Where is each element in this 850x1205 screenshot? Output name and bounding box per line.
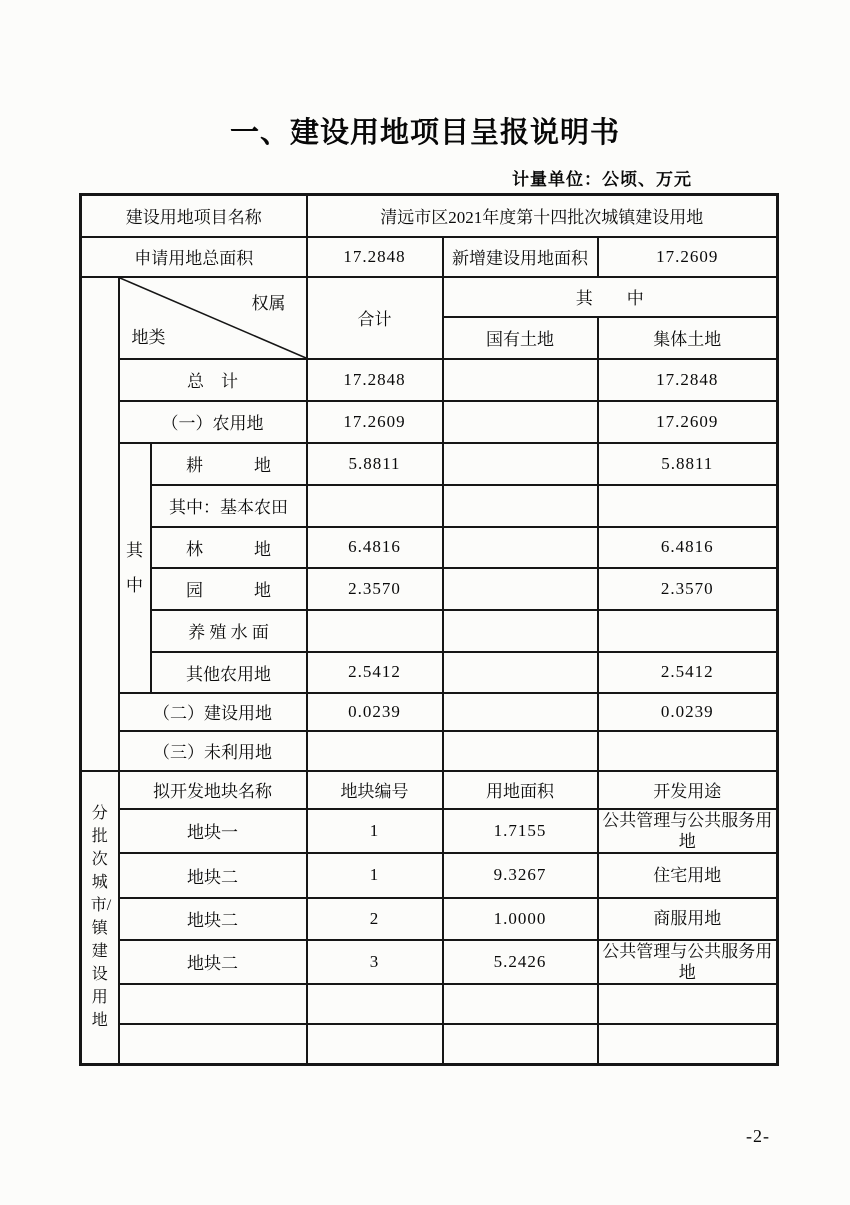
parcel-name: 地块二 xyxy=(119,853,307,898)
parcel-number: 1 xyxy=(307,809,443,853)
land-row-label: 总 计 xyxy=(119,359,307,401)
parcel-area: 1.7155 xyxy=(443,809,598,853)
parcel-area: 9.3267 xyxy=(443,853,598,898)
parcel-name: 地块二 xyxy=(119,898,307,940)
table-row xyxy=(81,984,778,1024)
parcel-use xyxy=(598,984,778,1024)
table-row xyxy=(81,731,778,771)
parcel-name: 地块二 xyxy=(119,940,307,984)
among-side-label: 其中 xyxy=(126,540,143,595)
land-row-collective: 17.2609 xyxy=(598,401,778,443)
parcel-area xyxy=(443,984,598,1024)
land-row-collective xyxy=(598,485,778,527)
land-row-state xyxy=(443,568,598,610)
parcel-use: 公共管理与公共服务用地 xyxy=(598,940,778,984)
project-name-value: 清远市区2021年度第十四批次城镇建设用地 xyxy=(307,195,778,237)
parcel-area: 1.0000 xyxy=(443,898,598,940)
table-row xyxy=(81,237,778,277)
parcel-name xyxy=(119,1024,307,1065)
land-row-state xyxy=(443,527,598,568)
col-header-among: 其 中 xyxy=(443,277,778,317)
parcel-use xyxy=(598,1024,778,1065)
land-row-collective: 2.5412 xyxy=(598,652,778,693)
land-report-table xyxy=(79,193,779,1066)
table-row xyxy=(81,940,778,984)
land-row-state xyxy=(443,401,598,443)
parcel-number: 3 xyxy=(307,940,443,984)
parcel-use: 住宅用地 xyxy=(598,853,778,898)
table-row xyxy=(81,401,778,443)
parcel-number: 2 xyxy=(307,898,443,940)
table-row xyxy=(81,898,778,940)
land-row-collective: 6.4816 xyxy=(598,527,778,568)
table-row xyxy=(81,853,778,898)
land-row-total xyxy=(307,731,443,771)
total-area-value: 17.2848 xyxy=(307,237,443,277)
parcel-header-use: 开发用途 xyxy=(598,771,778,809)
land-row-total: 6.4816 xyxy=(307,527,443,568)
batch-section-side-label: 分批次城市/镇建设用地 xyxy=(90,805,112,1030)
land-row-label: 养 殖 水 面 xyxy=(151,610,307,652)
land-row-collective xyxy=(598,610,778,652)
parcel-number: 1 xyxy=(307,853,443,898)
land-row-label: 园 地 xyxy=(151,568,307,610)
batch-section-side-cell xyxy=(81,771,119,1065)
land-row-collective: 2.3570 xyxy=(598,568,778,610)
land-row-total xyxy=(307,485,443,527)
table-row xyxy=(81,693,778,731)
corner-label-landtype: 地类 xyxy=(131,327,166,347)
land-row-total: 2.5412 xyxy=(307,652,443,693)
table-row xyxy=(81,359,778,401)
table-row xyxy=(81,443,778,485)
land-row-total: 0.0239 xyxy=(307,693,443,731)
land-row-collective: 17.2848 xyxy=(598,359,778,401)
col-header-collective-land: 集体土地 xyxy=(598,317,778,359)
land-row-state xyxy=(443,443,598,485)
table-row xyxy=(81,1024,778,1065)
land-row-total: 2.3570 xyxy=(307,568,443,610)
parcel-header-number: 地块编号 xyxy=(307,771,443,809)
table-row xyxy=(81,610,778,652)
land-row-total: 17.2609 xyxy=(307,401,443,443)
land-row-total: 17.2848 xyxy=(307,359,443,401)
parcel-name xyxy=(119,984,307,1024)
col-header-total: 合计 xyxy=(307,277,443,359)
land-row-label: （一）农用地 xyxy=(119,401,307,443)
land-row-state xyxy=(443,359,598,401)
page-title: 一、建设用地项目呈报说明书 xyxy=(229,117,620,149)
parcel-area: 5.2426 xyxy=(443,940,598,984)
land-row-state xyxy=(443,610,598,652)
land-row-label: 耕 地 xyxy=(151,443,307,485)
unit-note: 计量单位：公顷、万元 xyxy=(512,170,692,189)
parcel-header-name: 拟开发地块名称 xyxy=(119,771,307,809)
parcel-header-area: 用地面积 xyxy=(443,771,598,809)
land-row-label: 林 地 xyxy=(151,527,307,568)
parcel-area xyxy=(443,1024,598,1065)
page-number: -2- xyxy=(746,1126,770,1146)
land-row-state xyxy=(443,652,598,693)
land-row-collective: 5.8811 xyxy=(598,443,778,485)
parcel-use: 商服用地 xyxy=(598,898,778,940)
parcel-use: 公共管理与公共服务用地 xyxy=(598,809,778,853)
parcel-number xyxy=(307,1024,443,1065)
land-row-collective: 0.0239 xyxy=(598,693,778,731)
land-row-collective xyxy=(598,731,778,771)
table-row xyxy=(81,568,778,610)
corner-header-cell xyxy=(119,277,307,359)
project-name-label: 建设用地项目名称 xyxy=(81,195,307,237)
col-header-state-land: 国有土地 xyxy=(443,317,598,359)
new-area-label: 新增建设用地面积 xyxy=(443,237,598,277)
table-row xyxy=(81,277,778,317)
parcel-name: 地块一 xyxy=(119,809,307,853)
land-row-label: （三）未利用地 xyxy=(119,731,307,771)
table-row xyxy=(81,485,778,527)
land-row-label: （二）建设用地 xyxy=(119,693,307,731)
land-row-state xyxy=(443,693,598,731)
table-row xyxy=(81,195,778,237)
table-row xyxy=(81,771,778,809)
parcel-number xyxy=(307,984,443,1024)
land-row-state xyxy=(443,485,598,527)
left-spacer-cell xyxy=(81,277,119,771)
among-side-cell xyxy=(119,443,151,693)
land-row-label: 其他农用地 xyxy=(151,652,307,693)
table-row xyxy=(81,809,778,853)
total-area-label: 申请用地总面积 xyxy=(81,237,307,277)
corner-label-ownership: 权属 xyxy=(251,293,286,313)
land-row-label: 其中：基本农田 xyxy=(151,485,307,527)
land-row-state xyxy=(443,731,598,771)
new-area-value: 17.2609 xyxy=(598,237,778,277)
table-row xyxy=(81,527,778,568)
land-row-total xyxy=(307,610,443,652)
table-row xyxy=(81,652,778,693)
land-row-total: 5.8811 xyxy=(307,443,443,485)
